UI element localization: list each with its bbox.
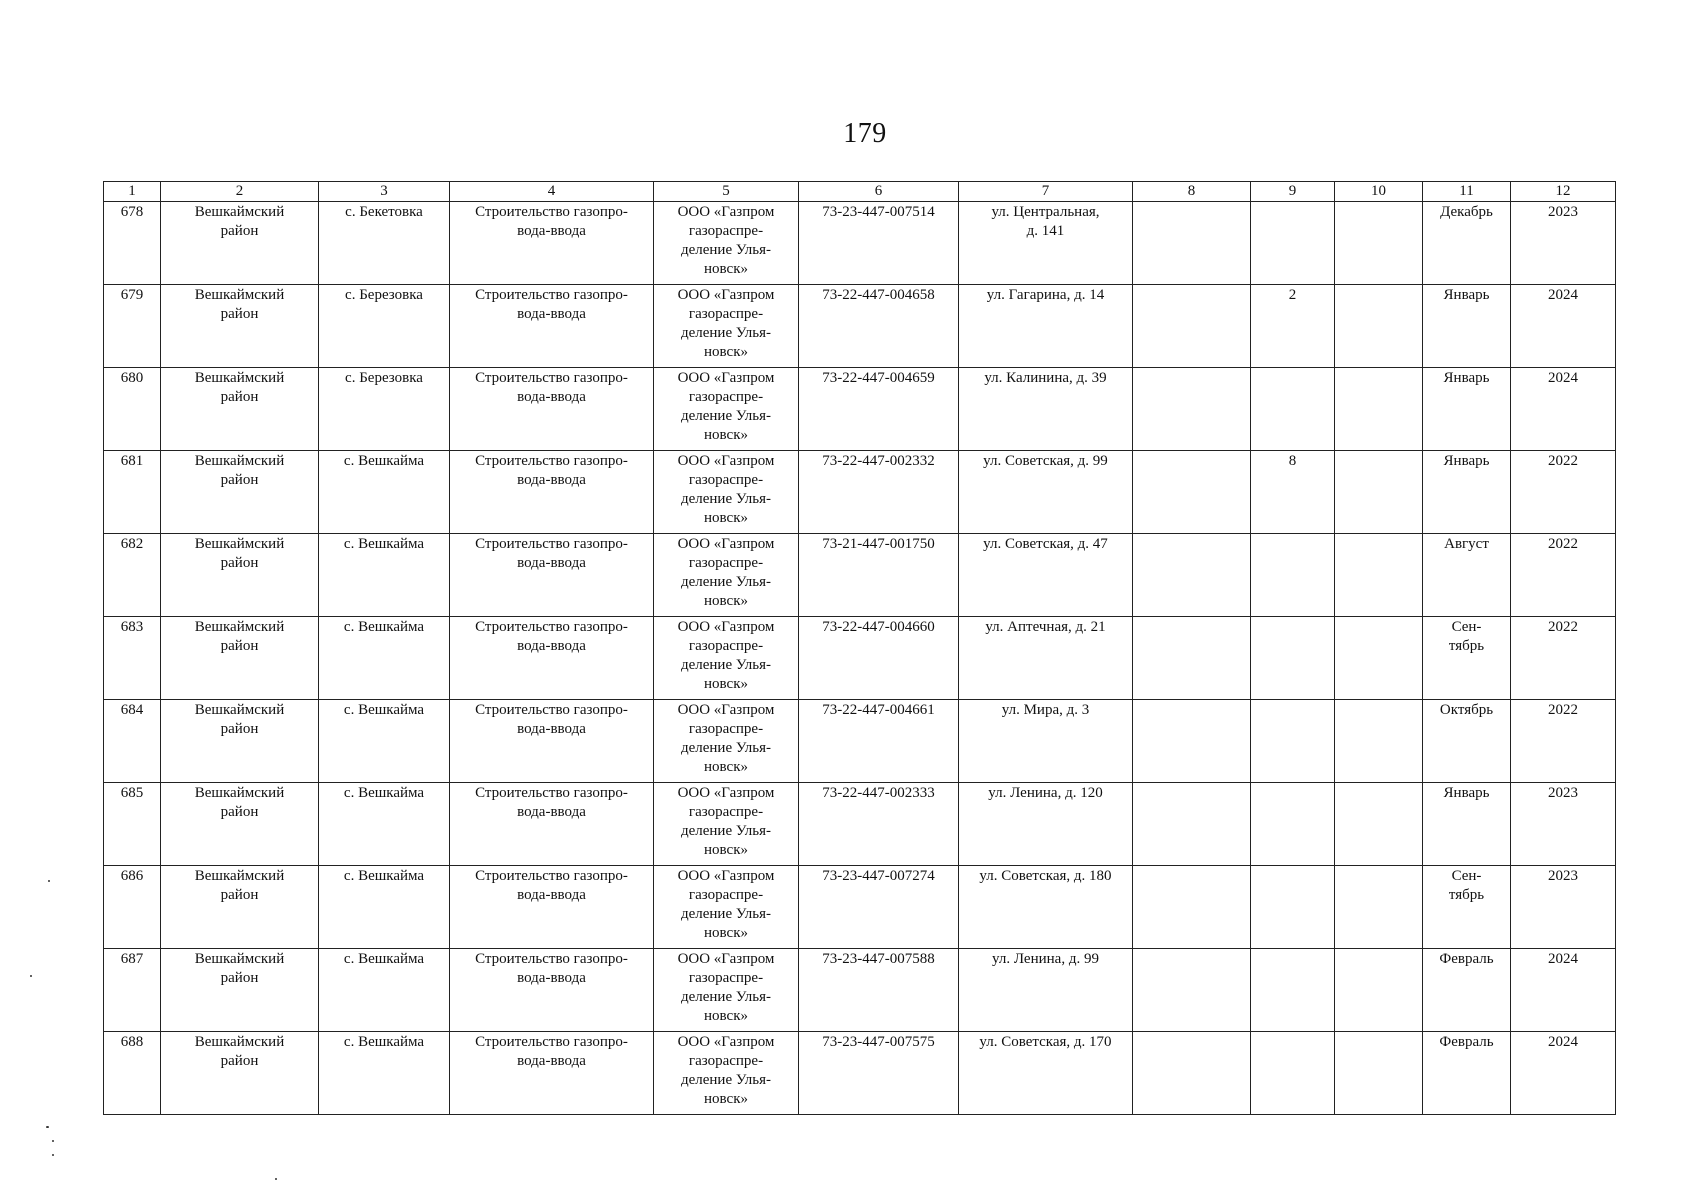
table-row [104,866,1616,949]
col9-cell [1251,202,1335,285]
object-code-cell: 73-22-447-004661 [799,700,959,783]
locality-cell: с. Вешкайма [319,866,450,949]
col9-cell [1251,617,1335,700]
organization-cell: ООО «Газпром газораспре- деление Улья- новск» [654,202,799,285]
locality-cell: с. Вешкайма [319,700,450,783]
col10-cell [1335,368,1423,451]
col9-cell: 2 [1251,285,1335,368]
district-cell: Вешкаймский район [161,783,319,866]
row-number: 688 [104,1032,161,1115]
work-cell: Строительство газопро- вода-ввода [450,866,654,949]
address-cell: ул. Ленина, д. 99 [959,949,1133,1032]
col8-cell [1133,783,1251,866]
month-cell: Январь [1423,783,1511,866]
address-cell: ул. Гагарина, д. 14 [959,285,1133,368]
col10-cell [1335,1032,1423,1115]
column-header: 1 [104,182,161,202]
table-row [104,285,1616,368]
month-cell: Август [1423,534,1511,617]
organization-cell: ООО «Газпром газораспре- деление Улья- новск» [654,534,799,617]
col8-cell [1133,617,1251,700]
scan-speck [52,1140,54,1142]
column-number-row [104,182,1616,202]
address-cell: ул. Советская, д. 99 [959,451,1133,534]
month-cell: Январь [1423,285,1511,368]
col9-cell [1251,783,1335,866]
locality-cell: с. Вешкайма [319,451,450,534]
scan-speck [52,1154,54,1156]
work-cell: Строительство газопро- вода-ввода [450,700,654,783]
col10-cell [1335,202,1423,285]
col9-cell [1251,866,1335,949]
work-cell: Строительство газопро- вода-ввода [450,202,654,285]
column-header: 7 [959,182,1133,202]
address-cell: ул. Центральная, д. 141 [959,202,1133,285]
work-cell: Строительство газопро- вода-ввода [450,534,654,617]
locality-cell: с. Вешкайма [319,949,450,1032]
col9-cell [1251,949,1335,1032]
object-code-cell: 73-23-447-007274 [799,866,959,949]
month-cell: Январь [1423,368,1511,451]
locality-cell: с. Вешкайма [319,783,450,866]
col8-cell [1133,285,1251,368]
locality-cell: с. Березовка [319,285,450,368]
month-cell: Январь [1423,451,1511,534]
organization-cell: ООО «Газпром газораспре- деление Улья- новск» [654,285,799,368]
address-cell: ул. Мира, д. 3 [959,700,1133,783]
table-row [104,368,1616,451]
scan-speck [48,880,50,882]
table-row [104,202,1616,285]
work-cell: Строительство газопро- вода-ввода [450,451,654,534]
column-header: 10 [1335,182,1423,202]
scan-speck [30,975,32,977]
object-code-cell: 73-22-447-004658 [799,285,959,368]
month-cell: Декабрь [1423,202,1511,285]
page-number: 179 [843,118,887,149]
row-number: 687 [104,949,161,1032]
column-header: 8 [1133,182,1251,202]
organization-cell: ООО «Газпром газораспре- деление Улья- новск» [654,783,799,866]
column-header: 9 [1251,182,1335,202]
col10-cell [1335,534,1423,617]
year-cell: 2023 [1511,783,1616,866]
year-cell: 2023 [1511,866,1616,949]
month-cell: Октябрь [1423,700,1511,783]
registry-table [103,181,1616,1115]
organization-cell: ООО «Газпром газораспре- деление Улья- новск» [654,700,799,783]
locality-cell: с. Вешкайма [319,1032,450,1115]
col8-cell [1133,866,1251,949]
year-cell: 2022 [1511,700,1616,783]
scan-speck [275,1178,277,1180]
organization-cell: ООО «Газпром газораспре- деление Улья- новск» [654,1032,799,1115]
row-number: 678 [104,202,161,285]
district-cell: Вешкаймский район [161,949,319,1032]
column-header: 5 [654,182,799,202]
row-number: 686 [104,866,161,949]
work-cell: Строительство газопро- вода-ввода [450,783,654,866]
address-cell: ул. Аптечная, д. 21 [959,617,1133,700]
object-code-cell: 73-22-447-004660 [799,617,959,700]
col10-cell [1335,617,1423,700]
col8-cell [1133,1032,1251,1115]
table-row [104,617,1616,700]
column-header: 4 [450,182,654,202]
table-row [104,451,1616,534]
address-cell: ул. Советская, д. 170 [959,1032,1133,1115]
table-row [104,534,1616,617]
month-cell: Февраль [1423,1032,1511,1115]
row-number: 682 [104,534,161,617]
locality-cell: с. Бекетовка [319,202,450,285]
organization-cell: ООО «Газпром газораспре- деление Улья- новск» [654,451,799,534]
col10-cell [1335,866,1423,949]
object-code-cell: 73-22-447-002332 [799,451,959,534]
address-cell: ул. Советская, д. 47 [959,534,1133,617]
district-cell: Вешкаймский район [161,617,319,700]
table-row [104,700,1616,783]
district-cell: Вешкаймский район [161,451,319,534]
work-cell: Строительство газопро- вода-ввода [450,949,654,1032]
col8-cell [1133,368,1251,451]
year-cell: 2024 [1511,949,1616,1032]
table-row [104,1032,1616,1115]
district-cell: Вешкаймский район [161,1032,319,1115]
district-cell: Вешкаймский район [161,285,319,368]
col9-cell [1251,700,1335,783]
table-row [104,783,1616,866]
scan-speck [46,1126,49,1128]
table-row [104,949,1616,1032]
locality-cell: с. Березовка [319,368,450,451]
object-code-cell: 73-23-447-007575 [799,1032,959,1115]
organization-cell: ООО «Газпром газораспре- деление Улья- новск» [654,617,799,700]
row-number: 680 [104,368,161,451]
year-cell: 2023 [1511,202,1616,285]
month-cell: Сен- тябрь [1423,617,1511,700]
year-cell: 2022 [1511,617,1616,700]
col9-cell: 8 [1251,451,1335,534]
locality-cell: с. Вешкайма [319,534,450,617]
object-code-cell: 73-23-447-007514 [799,202,959,285]
col8-cell [1133,700,1251,783]
column-header: 11 [1423,182,1511,202]
col10-cell [1335,285,1423,368]
row-number: 679 [104,285,161,368]
column-header: 6 [799,182,959,202]
col10-cell [1335,451,1423,534]
object-code-cell: 73-21-447-001750 [799,534,959,617]
year-cell: 2024 [1511,285,1616,368]
col8-cell [1133,202,1251,285]
district-cell: Вешкаймский район [161,866,319,949]
work-cell: Строительство газопро- вода-ввода [450,617,654,700]
locality-cell: с. Вешкайма [319,617,450,700]
col8-cell [1133,451,1251,534]
col9-cell [1251,534,1335,617]
col9-cell [1251,1032,1335,1115]
row-number: 681 [104,451,161,534]
district-cell: Вешкаймский район [161,700,319,783]
organization-cell: ООО «Газпром газораспре- деление Улья- новск» [654,866,799,949]
district-cell: Вешкаймский район [161,534,319,617]
year-cell: 2022 [1511,451,1616,534]
col9-cell [1251,368,1335,451]
row-number: 685 [104,783,161,866]
district-cell: Вешкаймский район [161,368,319,451]
column-header: 12 [1511,182,1616,202]
col10-cell [1335,700,1423,783]
address-cell: ул. Советская, д. 180 [959,866,1133,949]
work-cell: Строительство газопро- вода-ввода [450,368,654,451]
col10-cell [1335,949,1423,1032]
col8-cell [1133,534,1251,617]
object-code-cell: 73-22-447-004659 [799,368,959,451]
column-header: 2 [161,182,319,202]
col10-cell [1335,783,1423,866]
organization-cell: ООО «Газпром газораспре- деление Улья- новск» [654,949,799,1032]
year-cell: 2022 [1511,534,1616,617]
row-number: 683 [104,617,161,700]
year-cell: 2024 [1511,368,1616,451]
object-code-cell: 73-22-447-002333 [799,783,959,866]
col8-cell [1133,949,1251,1032]
object-code-cell: 73-23-447-007588 [799,949,959,1032]
work-cell: Строительство газопро- вода-ввода [450,285,654,368]
organization-cell: ООО «Газпром газораспре- деление Улья- новск» [654,368,799,451]
work-cell: Строительство газопро- вода-ввода [450,1032,654,1115]
address-cell: ул. Ленина, д. 120 [959,783,1133,866]
address-cell: ул. Калинина, д. 39 [959,368,1133,451]
district-cell: Вешкаймский район [161,202,319,285]
month-cell: Сен- тябрь [1423,866,1511,949]
row-number: 684 [104,700,161,783]
month-cell: Февраль [1423,949,1511,1032]
year-cell: 2024 [1511,1032,1616,1115]
column-header: 3 [319,182,450,202]
